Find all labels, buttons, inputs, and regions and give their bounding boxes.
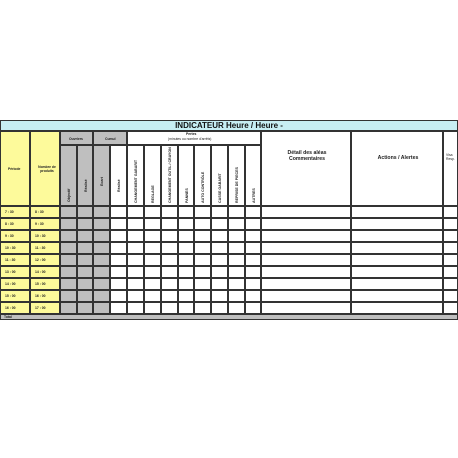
input-cell[interactable] — [443, 218, 458, 230]
input-cell[interactable] — [228, 290, 245, 302]
input-cell[interactable] — [194, 278, 211, 290]
input-cell[interactable] — [161, 302, 178, 314]
input-cell[interactable] — [211, 242, 228, 254]
row-start-cell — [0, 206, 30, 218]
header-loss-label: REPRISE DE PIECES — [235, 167, 239, 203]
input-cell[interactable] — [178, 230, 194, 242]
input-cell[interactable] — [245, 218, 261, 230]
input-cell[interactable] — [211, 278, 228, 290]
row-end-cell — [30, 266, 60, 278]
header-visa-label: Visa Resp. — [446, 153, 455, 161]
header-loss-label: REGLAGE — [151, 185, 155, 203]
header-realise2-label: Réalisé — [117, 179, 121, 192]
row-start-cell — [0, 302, 30, 314]
row-start-time: 11 : 30 — [5, 258, 16, 262]
header-pertes-sub: (minutes ou nombre d'arrêts) — [168, 137, 212, 141]
input-cell[interactable] — [127, 290, 144, 302]
header-periode — [0, 131, 30, 206]
input-cell[interactable] — [60, 254, 77, 266]
input-cell[interactable] — [110, 266, 127, 278]
row-start-time: 13 : 00 — [5, 270, 16, 274]
input-cell[interactable] — [194, 230, 211, 242]
row-end-time: 11 : 30 — [35, 246, 46, 250]
header-actions — [351, 131, 443, 206]
input-cell[interactable] — [245, 278, 261, 290]
input-cell[interactable] — [178, 206, 194, 218]
header-loss-label: PANNES — [185, 188, 189, 203]
row-start-cell — [0, 230, 30, 242]
input-cell[interactable] — [110, 218, 127, 230]
input-cell[interactable] — [211, 254, 228, 266]
input-cell[interactable] — [211, 218, 228, 230]
input-cell[interactable] — [93, 290, 110, 302]
input-cell[interactable] — [93, 206, 110, 218]
header-pertes-label: Pertes — [186, 132, 197, 136]
header-loss-7 — [228, 145, 245, 206]
input-cell[interactable] — [110, 302, 127, 314]
input-cell[interactable] — [178, 290, 194, 302]
input-cell[interactable] — [77, 278, 93, 290]
header-realise2 — [110, 145, 127, 206]
input-cell[interactable] — [110, 242, 127, 254]
row-start-cell — [0, 218, 30, 230]
input-cell[interactable] — [178, 218, 194, 230]
row-end-time: 14 : 00 — [35, 270, 46, 274]
input-cell[interactable] — [194, 302, 211, 314]
input-cell[interactable] — [194, 254, 211, 266]
input-cell[interactable] — [351, 230, 443, 242]
input-cell[interactable] — [228, 278, 245, 290]
input-cell[interactable] — [261, 278, 351, 290]
input-cell[interactable] — [77, 290, 93, 302]
input-cell[interactable] — [261, 302, 351, 314]
input-cell[interactable] — [443, 242, 458, 254]
input-cell[interactable] — [178, 278, 194, 290]
input-cell[interactable] — [245, 254, 261, 266]
input-cell[interactable] — [161, 266, 178, 278]
input-cell[interactable] — [211, 302, 228, 314]
input-cell[interactable] — [161, 254, 178, 266]
row-end-time: 10 : 30 — [35, 234, 46, 238]
input-cell[interactable] — [194, 290, 211, 302]
input-cell[interactable] — [443, 302, 458, 314]
input-cell[interactable] — [161, 218, 178, 230]
row-end-cell — [30, 302, 60, 314]
input-cell[interactable] — [443, 254, 458, 266]
input-cell[interactable] — [127, 302, 144, 314]
input-cell[interactable] — [93, 302, 110, 314]
input-cell[interactable] — [261, 230, 351, 242]
input-cell[interactable] — [228, 302, 245, 314]
input-cell[interactable] — [351, 266, 443, 278]
input-cell[interactable] — [351, 302, 443, 314]
input-cell[interactable] — [178, 254, 194, 266]
row-start-cell — [0, 290, 30, 302]
row-end-time: 9 : 30 — [35, 222, 44, 226]
input-cell[interactable] — [245, 302, 261, 314]
header-visa — [443, 131, 458, 206]
input-cell[interactable] — [60, 278, 77, 290]
input-cell[interactable] — [443, 278, 458, 290]
row-end-cell — [30, 218, 60, 230]
header-detail-label: Détail des aléas Commentaires — [287, 150, 327, 162]
row-start-time: 9 : 30 — [5, 234, 14, 238]
header-nombre-produits — [30, 131, 60, 206]
input-cell[interactable] — [77, 242, 93, 254]
input-cell[interactable] — [144, 230, 161, 242]
input-cell[interactable] — [77, 230, 93, 242]
input-cell[interactable] — [60, 266, 77, 278]
input-cell[interactable] — [127, 230, 144, 242]
header-ouvriers-label: Ouvriers — [69, 137, 83, 141]
input-cell[interactable] — [60, 230, 77, 242]
input-cell[interactable] — [93, 218, 110, 230]
header-actions-label: Actions / Alertes — [377, 155, 419, 161]
total-row — [0, 314, 458, 320]
input-cell[interactable] — [194, 266, 211, 278]
input-cell[interactable] — [161, 278, 178, 290]
input-cell[interactable] — [93, 254, 110, 266]
sheet-title: INDICATEUR Heure / Heure - — [0, 120, 458, 131]
row-start-cell — [0, 242, 30, 254]
input-cell[interactable] — [194, 242, 211, 254]
input-cell[interactable] — [144, 290, 161, 302]
input-cell[interactable] — [110, 278, 127, 290]
input-cell[interactable] — [77, 254, 93, 266]
header-loss-5 — [194, 145, 211, 206]
row-end-cell — [30, 242, 60, 254]
input-cell[interactable] — [351, 218, 443, 230]
header-loss-6 — [211, 145, 228, 206]
input-cell[interactable] — [443, 290, 458, 302]
input-cell[interactable] — [211, 206, 228, 218]
row-end-time: 12 : 00 — [35, 258, 46, 262]
row-end-time: 17 : 00 — [35, 306, 46, 310]
header-loss-3 — [161, 145, 178, 206]
header-ecart — [93, 145, 110, 206]
input-cell[interactable] — [93, 266, 110, 278]
row-start-time: 7 : 30 — [5, 210, 14, 214]
input-cell[interactable] — [77, 206, 93, 218]
header-objectif-label: Objectif — [67, 188, 71, 202]
input-cell[interactable] — [261, 290, 351, 302]
input-cell[interactable] — [110, 230, 127, 242]
row-end-cell — [30, 206, 60, 218]
header-cumul — [93, 131, 127, 145]
input-cell[interactable] — [110, 254, 127, 266]
input-cell[interactable] — [245, 230, 261, 242]
input-cell[interactable] — [228, 230, 245, 242]
input-cell[interactable] — [261, 206, 351, 218]
input-cell[interactable] — [144, 266, 161, 278]
input-cell[interactable] — [261, 242, 351, 254]
header-realise-label: Réalisé — [84, 179, 88, 192]
row-end-time: 16 : 00 — [35, 294, 46, 298]
input-cell[interactable] — [161, 242, 178, 254]
row-end-time: 8 : 30 — [35, 210, 44, 214]
row-start-time: 8 : 30 — [5, 222, 14, 226]
total-label: Total — [4, 315, 12, 319]
input-cell[interactable] — [60, 302, 77, 314]
input-cell[interactable] — [245, 206, 261, 218]
input-cell[interactable] — [144, 254, 161, 266]
input-cell[interactable] — [228, 242, 245, 254]
input-cell[interactable] — [110, 206, 127, 218]
input-cell[interactable] — [211, 230, 228, 242]
header-loss-label: CHANGEMENT OUTIL / CRAYON — [168, 147, 172, 203]
input-cell[interactable] — [443, 230, 458, 242]
input-cell[interactable] — [194, 218, 211, 230]
header-loss-8 — [245, 145, 261, 206]
input-cell[interactable] — [77, 302, 93, 314]
header-ecart-label: Ecart — [100, 177, 104, 186]
input-cell[interactable] — [127, 254, 144, 266]
row-end-cell — [30, 230, 60, 242]
row-start-cell — [0, 278, 30, 290]
input-cell[interactable] — [443, 206, 458, 218]
row-start-time: 16 : 00 — [5, 306, 16, 310]
input-cell[interactable] — [228, 206, 245, 218]
input-cell[interactable] — [228, 218, 245, 230]
row-start-cell — [0, 266, 30, 278]
input-cell[interactable] — [127, 266, 144, 278]
input-cell[interactable] — [245, 266, 261, 278]
input-cell[interactable] — [127, 206, 144, 218]
input-cell[interactable] — [161, 290, 178, 302]
header-loss-label: CASSE GABARIT — [218, 173, 222, 203]
header-objectif — [60, 145, 77, 206]
input-cell[interactable] — [60, 290, 77, 302]
header-loss-label: AUTO CONTRÔLE — [201, 171, 205, 203]
header-periode-label: Période — [8, 167, 21, 171]
input-cell[interactable] — [443, 266, 458, 278]
row-end-cell — [30, 278, 60, 290]
header-loss-1 — [127, 145, 144, 206]
input-cell[interactable] — [261, 218, 351, 230]
input-cell[interactable] — [77, 218, 93, 230]
header-realise — [77, 145, 93, 206]
input-cell[interactable] — [245, 290, 261, 302]
input-cell[interactable] — [60, 242, 77, 254]
input-cell[interactable] — [161, 230, 178, 242]
input-cell[interactable] — [351, 290, 443, 302]
input-cell[interactable] — [194, 206, 211, 218]
header-loss-label: AUTRES — [252, 188, 256, 203]
row-start-time: 15 : 00 — [5, 294, 16, 298]
row-start-cell — [0, 254, 30, 266]
header-detail — [261, 131, 351, 206]
input-cell[interactable] — [127, 278, 144, 290]
row-end-cell — [30, 254, 60, 266]
row-end-cell — [30, 290, 60, 302]
input-cell[interactable] — [77, 266, 93, 278]
input-cell[interactable] — [161, 206, 178, 218]
input-cell[interactable] — [93, 278, 110, 290]
row-end-time: 15 : 00 — [35, 282, 46, 286]
input-cell[interactable] — [144, 242, 161, 254]
input-cell[interactable] — [60, 218, 77, 230]
input-cell[interactable] — [351, 206, 443, 218]
input-cell[interactable] — [351, 254, 443, 266]
row-start-time: 10 : 30 — [5, 246, 16, 250]
input-cell[interactable] — [211, 266, 228, 278]
input-cell[interactable] — [144, 278, 161, 290]
header-pertes — [127, 131, 261, 145]
input-cell[interactable] — [245, 242, 261, 254]
input-cell[interactable] — [93, 242, 110, 254]
header-ouvriers — [60, 131, 93, 145]
header-loss-4 — [178, 145, 194, 206]
input-cell[interactable] — [261, 254, 351, 266]
input-cell[interactable] — [178, 242, 194, 254]
input-cell[interactable] — [144, 206, 161, 218]
input-cell[interactable] — [60, 206, 77, 218]
row-start-time: 14 : 00 — [5, 282, 16, 286]
input-cell[interactable] — [110, 290, 127, 302]
input-cell[interactable] — [211, 290, 228, 302]
input-cell[interactable] — [93, 230, 110, 242]
input-cell[interactable] — [178, 302, 194, 314]
input-cell[interactable] — [351, 242, 443, 254]
header-nombre-produits-label: Nombre de produits — [38, 165, 56, 173]
input-cell[interactable] — [127, 242, 144, 254]
header-loss-2 — [144, 145, 161, 206]
indicator-sheet — [0, 120, 458, 320]
input-cell[interactable] — [228, 254, 245, 266]
input-cell[interactable] — [178, 266, 194, 278]
header-loss-label: CHANGEMENT GABARIT — [134, 159, 138, 203]
input-cell[interactable] — [261, 266, 351, 278]
input-cell[interactable] — [351, 278, 443, 290]
input-cell[interactable] — [228, 266, 245, 278]
input-cell[interactable] — [127, 218, 144, 230]
input-cell[interactable] — [144, 302, 161, 314]
input-cell[interactable] — [144, 218, 161, 230]
header-cumul-label: Cumul — [105, 137, 116, 141]
